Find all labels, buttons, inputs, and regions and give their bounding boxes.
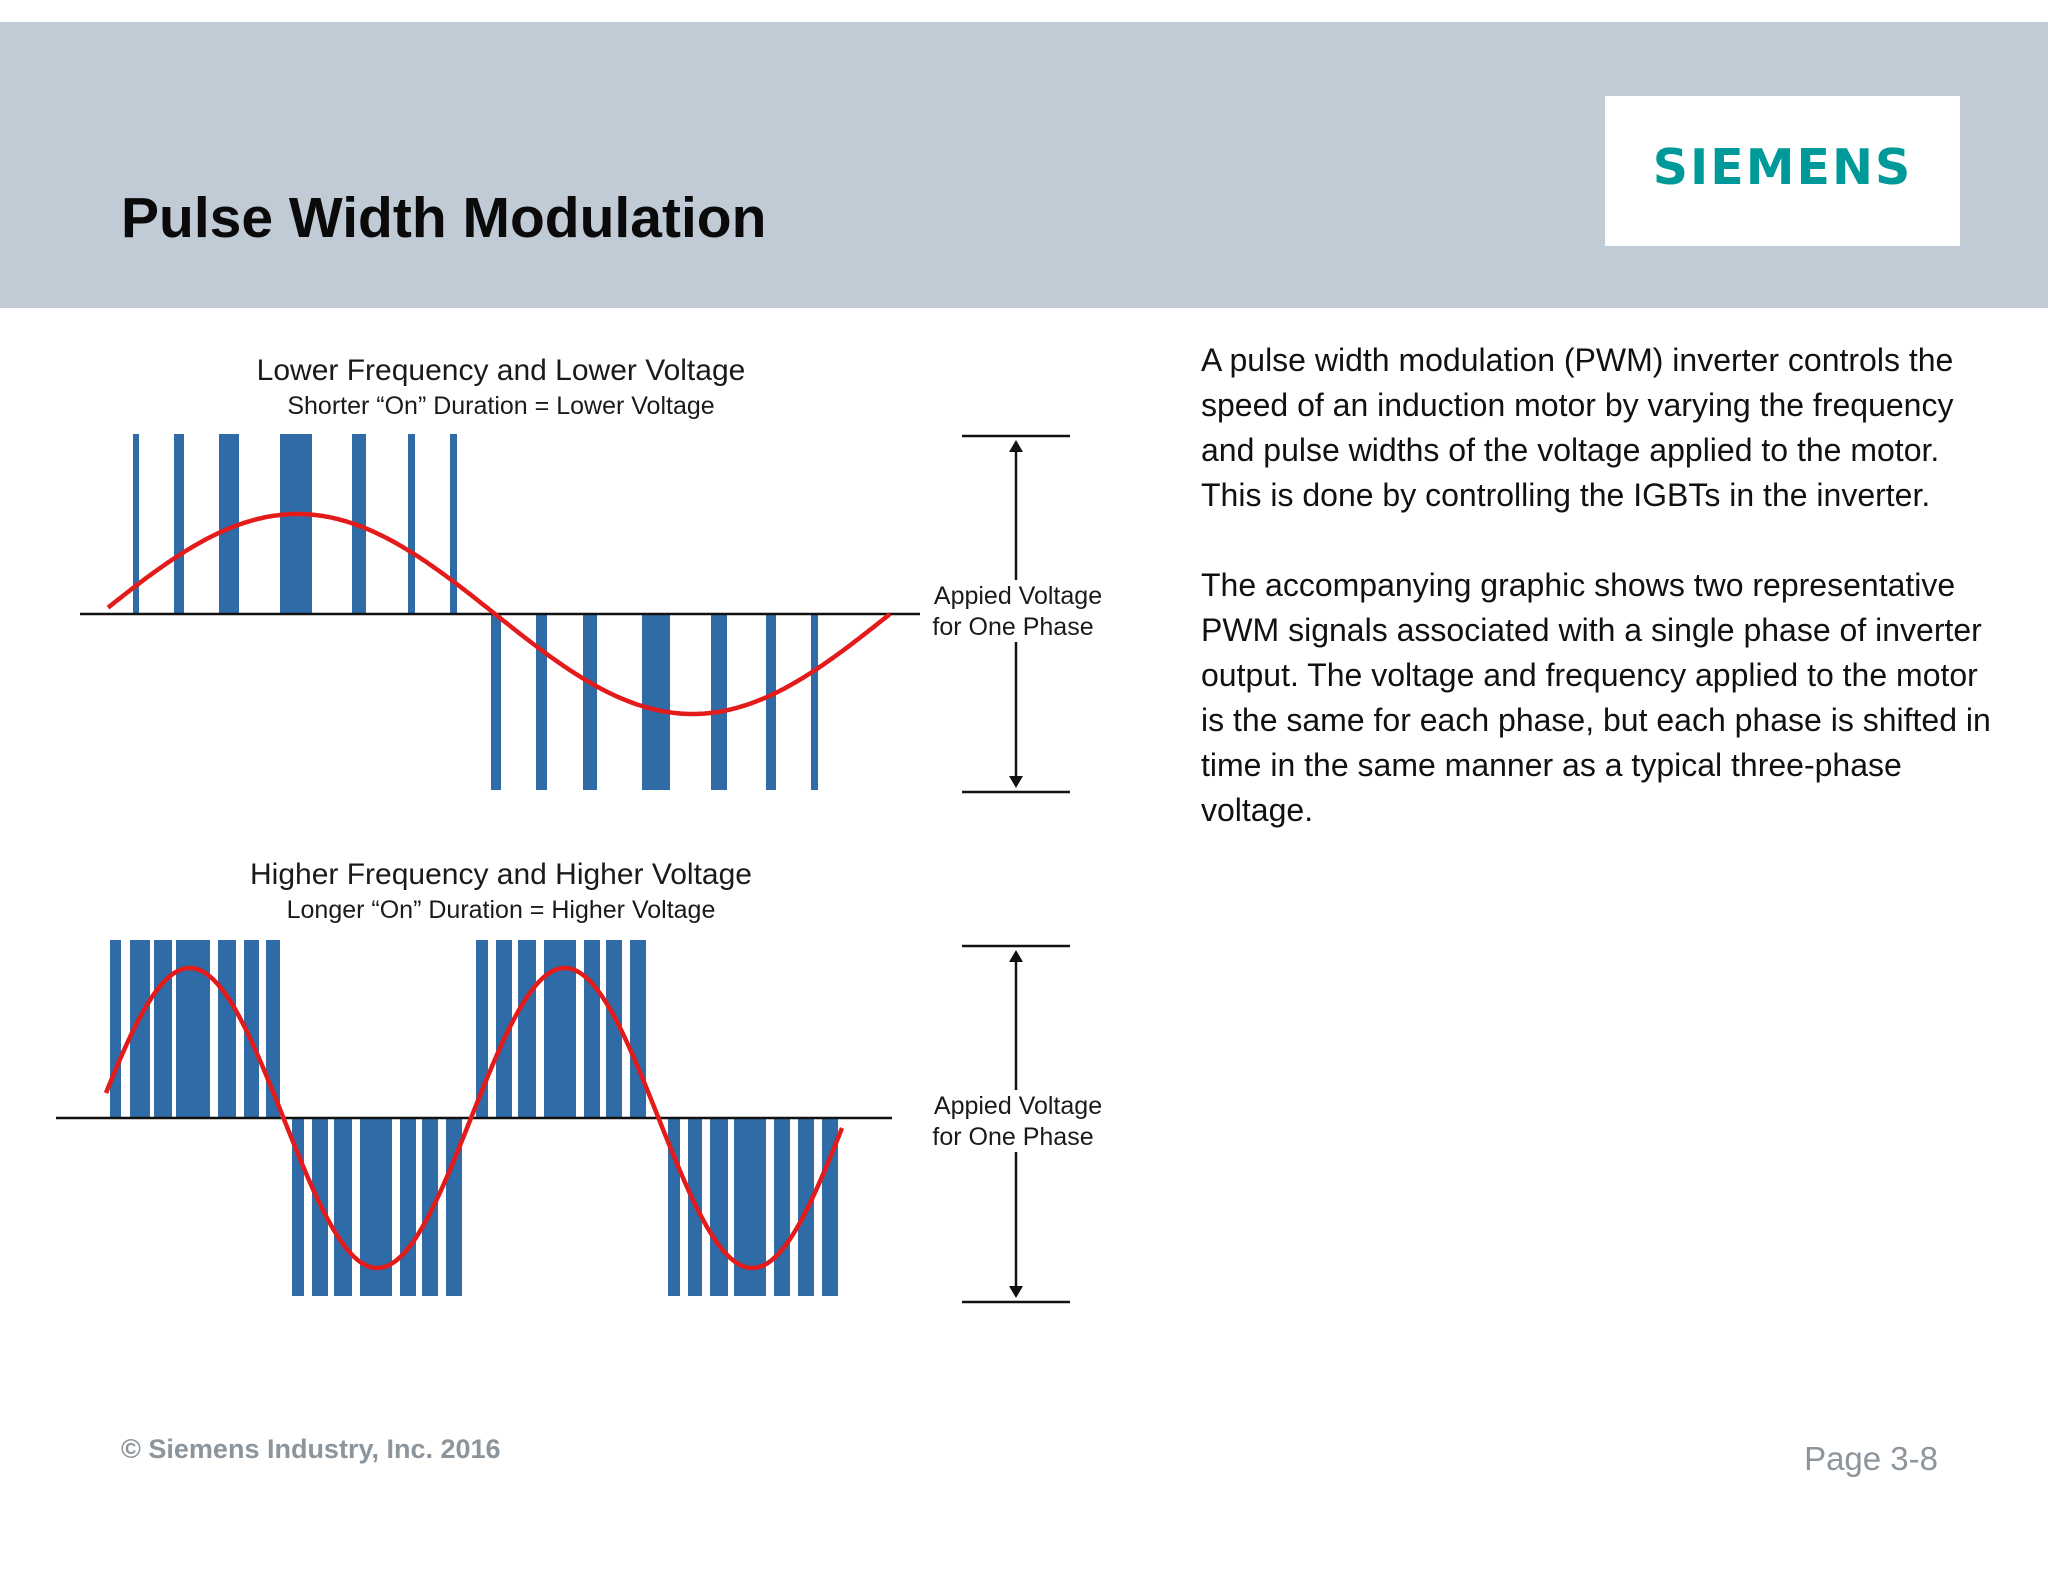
panel-subtitle: Longer “On” Duration = Higher Voltage — [286, 896, 716, 924]
applied-voltage-label: Appied Voltage — [933, 582, 1103, 610]
one-phase-label: for One Phase — [932, 613, 1094, 641]
pwm-pulse — [110, 940, 121, 1118]
pwm-pulse — [811, 614, 818, 790]
pwm-pulse — [711, 614, 727, 790]
description-paragraph: The accompanying graphic shows two representative PWM signals associated with a single phase of inverter output. The voltage and frequency applied to the motor is the same for each phase, but each phase is shifted in time in the same manner as a typical three-phase voltage. — [1201, 567, 1991, 828]
page-number: Page 3-8 — [1804, 1440, 1938, 1477]
pwm-pulse — [766, 614, 776, 790]
pwm-diagram — [40, 330, 1160, 1350]
pwm-pulse — [710, 1118, 728, 1296]
pwm-pulse — [422, 1118, 438, 1296]
applied-voltage-label: Appied Voltage — [933, 1092, 1103, 1120]
page-title: Pulse Width Modulation — [121, 186, 767, 250]
pwm-pulse — [774, 1118, 790, 1296]
logo-text: SIEMENS — [1652, 139, 1913, 196]
pwm-pulse — [218, 940, 236, 1118]
pwm-pulse — [518, 940, 536, 1118]
panel-title: Higher Frequency and Higher Voltage — [250, 858, 752, 891]
pwm-pulse — [450, 434, 457, 614]
pwm-panel-high — [56, 858, 1108, 1302]
pwm-panel-low — [80, 354, 1108, 792]
pwm-pulse — [584, 940, 600, 1118]
one-phase-label: for One Phase — [932, 1123, 1094, 1151]
panel-subtitle: Shorter “On” Duration = Lower Voltage — [287, 392, 715, 420]
pwm-pulse — [583, 614, 597, 790]
pulse-group — [133, 434, 818, 790]
panel-title: Lower Frequency and Lower Voltage — [256, 354, 746, 387]
pwm-pulse — [536, 614, 547, 790]
pwm-pulse — [154, 940, 172, 1118]
pwm-pulse — [400, 1118, 416, 1296]
pwm-pulse — [630, 940, 646, 1118]
siemens-logo — [1605, 96, 1960, 246]
pwm-pulse — [334, 1118, 352, 1296]
pwm-pulse — [408, 434, 415, 614]
pwm-pulse — [491, 614, 501, 790]
description-text — [1201, 338, 1991, 878]
copyright-text: © Siemens Industry, Inc. 2016 — [121, 1434, 501, 1464]
pwm-pulse — [280, 434, 312, 614]
description-paragraph: A pulse width modulation (PWM) inverter controls the speed of an induction motor by varying the frequency and pulse widths of the voltage applied to the motor. This is done by controlling the IGBTs in the inverter. — [1201, 342, 1954, 513]
pwm-pulse — [642, 614, 670, 790]
pwm-pulse — [174, 434, 184, 614]
